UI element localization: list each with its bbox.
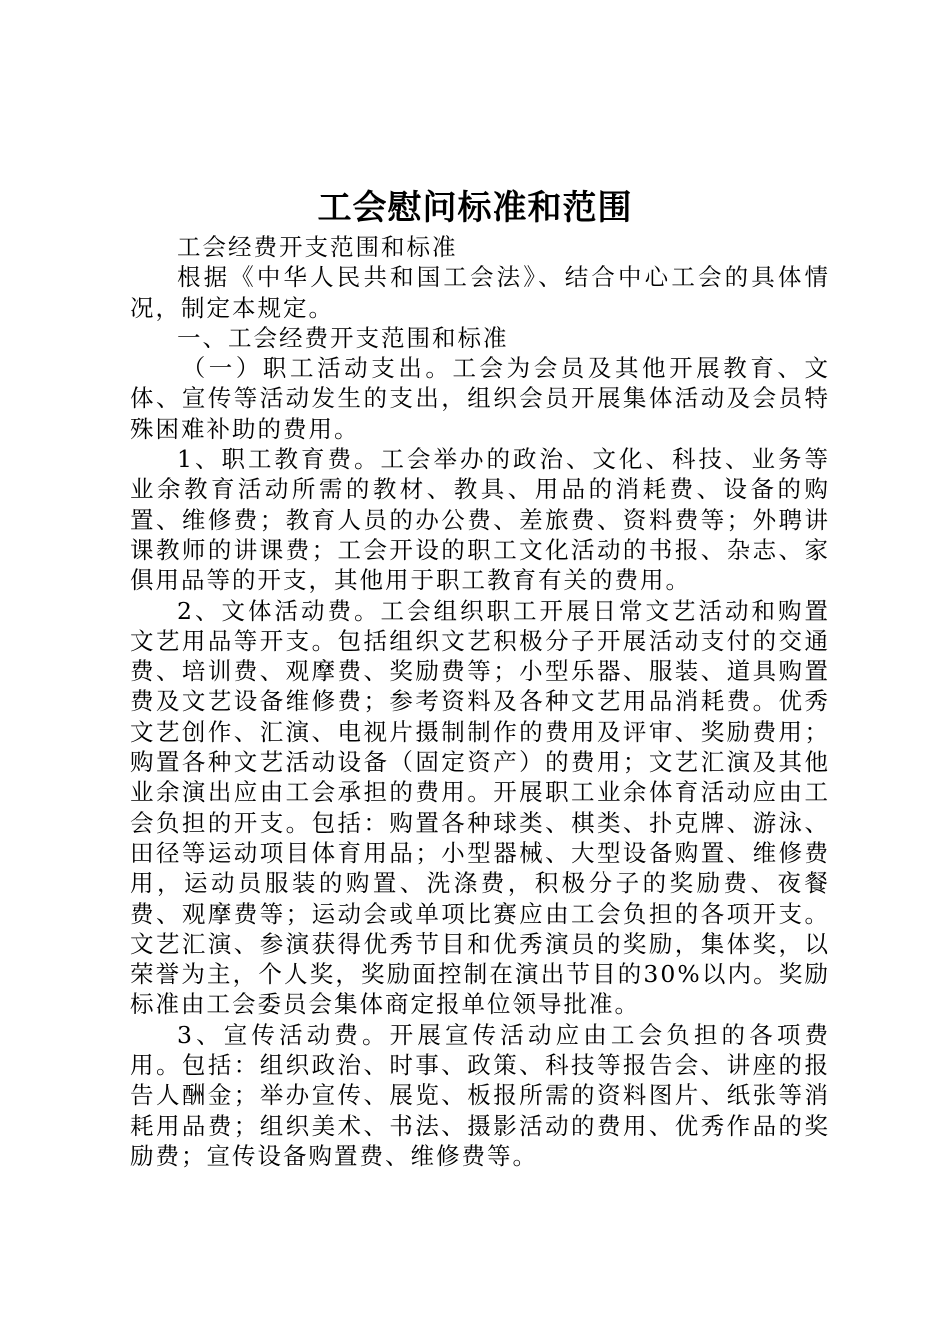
paragraph-education-fee: 1、职工教育费。工会举办的政治、文化、科技、业务等业余教育活动所需的教材、教具、用品的消耗费、设备的购置、维修费；教育人员的办公费、差旅费、资料费等；外聘讲课教师的讲课费；工会开设的职工文化活动的书报、杂志、家俱用品等的开支，其他用于职工教育有关的费用。	[130, 445, 830, 595]
paragraph-culture-sports-fee: 2、文体活动费。工会组织职工开展日常文艺活动和购置文艺用品等开支。包括组织文艺积极分子开展活动支付的交通费、培训费、观摩费、奖励费等；小型乐器、服装、道具购置费及文艺设备维修费；参考资料及各种文艺用品消耗费。优秀文艺创作、汇演、电视片摄制制作的费用及评审、奖励费用；购置各种文艺活动设备（固定资产）的费用；文艺汇演及其他业余演出应由工会承担的费用。开展职工业余体育活动应由工会负担的开支。包括：购置各种球类、棋类、扑克牌、游泳、田径等运动项目体育用品；小型器械、大型设备购置、维修费用，运动员服装的购置、洗涤费，积极分子的奖励费、夜餐费、观摩费等；运动会或单项比赛应由工会负担的各项开支。文艺汇演、参演获得优秀节目和优秀演员的奖励，集体奖，以荣誉为主，个人奖，奖励面控制在演出节目的30%以内。奖励标准由工会委员会集体商定报单位领导批准。	[130, 596, 830, 1019]
paragraph-subtitle: 工会经费开支范围和标准	[177, 233, 458, 261]
paragraph-section-heading: 一、工会经费开支范围和标准	[177, 323, 509, 352]
document-body	[130, 232, 830, 1171]
paragraph-preamble: 根据《中华人民共和国工会法》、结合中心工会的具体情况，制定本规定。	[130, 263, 830, 322]
paragraph-staff-activities: （一）职工活动支出。工会为会员及其他开展教育、文体、宣传等活动发生的支出，组织会员开展集体活动及会员特殊困难补助的费用。	[130, 354, 830, 443]
paragraph-publicity-fee: 3、宣传活动费。开展宣传活动应由工会负担的各项费用。包括：组织政治、时事、政策、科技等报告会、讲座的报告人酬金；举办宣传、展览、板报所需的资料图片、纸张等消耗用品费；组织美术、书法、摄影活动的费用、优秀作品的奖励费；宣传设备购置费、维修费等。	[130, 1020, 830, 1170]
document-title: 工会慰问标准和范围	[317, 188, 633, 228]
